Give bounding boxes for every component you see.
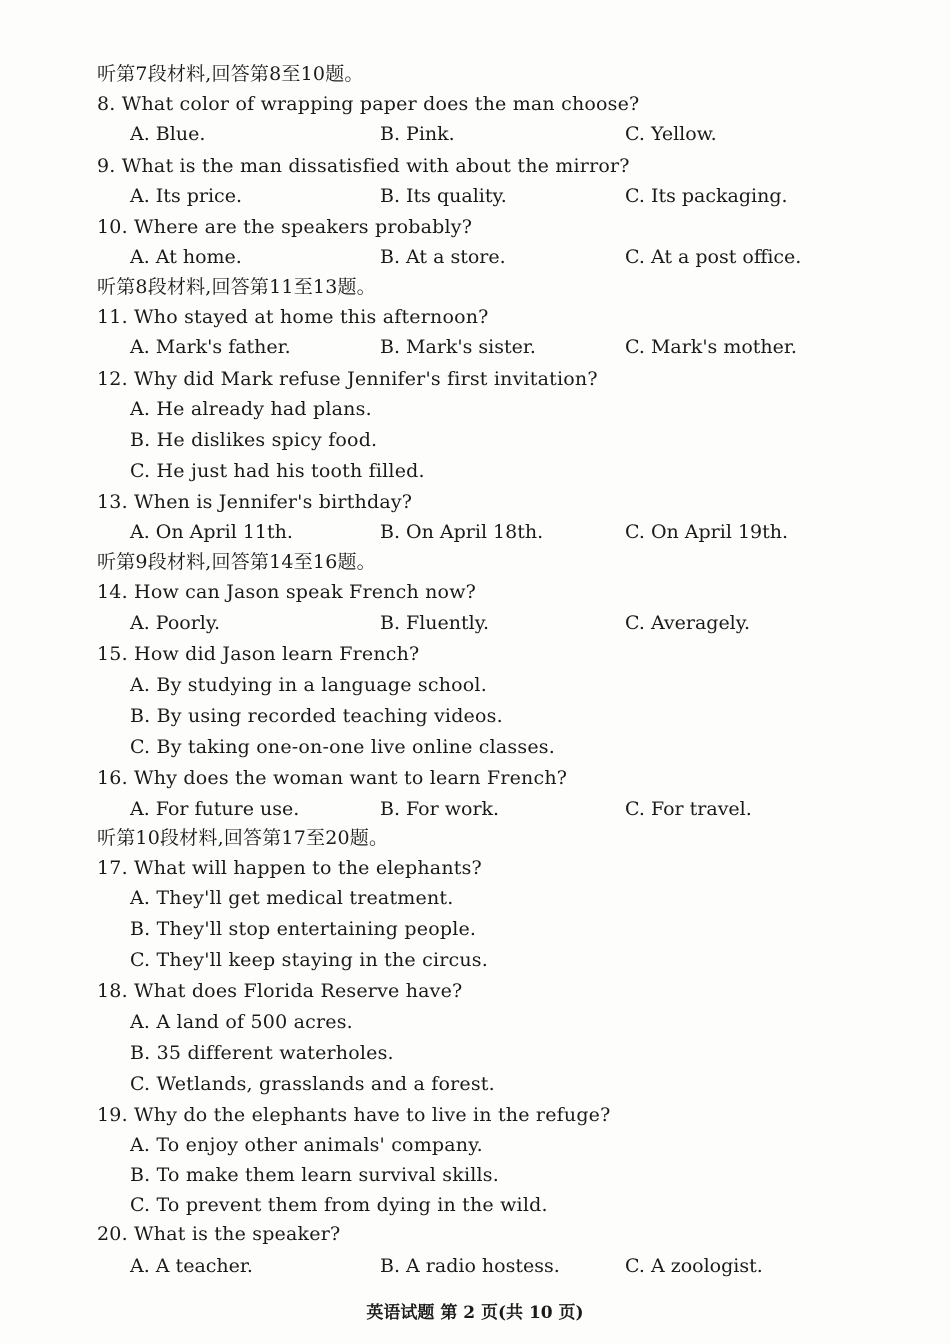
option-c: C. Averagely. [625,612,751,634]
option-b: B. At a store. [380,246,506,268]
section-heading: 听第10段材料,回答第17至20题。 [97,827,389,849]
option-a: A. Its price. [130,185,242,207]
section-heading: 听第9段材料,回答第14至16题。 [97,551,376,573]
options-row [0,1254,950,1278]
option-b: B. Mark's sister. [380,336,536,358]
option-c: C. For travel. [625,798,752,820]
option-c: C. On April 19th. [625,521,789,543]
question-text: 14. How can Jason speak French now? [97,581,477,603]
question-text: 15. How did Jason learn French? [97,643,420,665]
option-b: B. For work. [380,798,500,820]
question-text: 8. What color of wrapping paper does the man choose? [97,93,640,115]
option-b: B. On April 18th. [380,521,544,543]
option-b: B. Pink. [380,123,455,145]
option-a: A. At home. [130,246,242,268]
option-a: A. On April 11th. [130,521,293,543]
section-heading: 听第8段材料,回答第11至13题。 [97,276,376,298]
option-a: A. By studying in a language school. [130,674,487,696]
options-row [0,184,950,208]
option-c: C. He just had his tooth filled. [130,460,425,482]
question-text: 12. Why did Mark refuse Jennifer's first invitation? [97,368,598,390]
options-row [0,797,950,821]
option-c: C. They'll keep staying in the circus. [130,949,488,971]
question-text: 9. What is the man dissatisfied with about the mirror? [97,155,630,177]
options-row [0,245,950,269]
option-a: A. They'll get medical treatment. [130,887,454,909]
option-a: A. For future use. [130,798,300,820]
question-text: 10. Where are the speakers probably? [97,216,473,238]
option-a: A. Poorly. [130,612,221,634]
section-heading: 听第7段材料,回答第8至10题。 [97,63,364,85]
option-c: C. Wetlands, grasslands and a forest. [130,1073,495,1095]
question-text: 17. What will happen to the elephants? [97,857,482,879]
option-c: C. A zoologist. [625,1255,763,1277]
option-a: A. A land of 500 acres. [130,1011,353,1033]
option-a: A. Mark's father. [130,336,291,358]
options-row [0,335,950,359]
option-a: A. He already had plans. [130,398,372,420]
question-text: 19. Why do the elephants have to live in the refuge? [97,1104,611,1126]
option-a: A. Blue. [130,123,206,145]
question-text: 18. What does Florida Reserve have? [97,980,463,1002]
option-c: C. Yellow. [625,123,717,145]
options-row [0,611,950,635]
option-b: B. He dislikes spicy food. [130,429,378,451]
option-c: C. To prevent them from dying in the wild. [130,1194,548,1216]
option-c: C. Mark's mother. [625,336,797,358]
options-row [0,520,950,544]
question-text: 11. Who stayed at home this afternoon? [97,306,489,328]
option-b: B. A radio hostess. [380,1255,560,1277]
option-c: C. Its packaging. [625,185,788,207]
option-b: B. By using recorded teaching videos. [130,705,503,727]
option-c: C. By taking one-on-one live online classes. [130,736,555,758]
page-footer: 英语试题 第 2 页(共 10 页) [366,1303,584,1323]
option-a: A. A teacher. [130,1255,253,1277]
option-c: C. At a post office. [625,246,802,268]
option-b: B. Fluently. [380,612,489,634]
option-b: B. 35 different waterholes. [130,1042,394,1064]
question-text: 16. Why does the woman want to learn French? [97,767,568,789]
question-text: 20. What is the speaker? [97,1223,341,1245]
options-row [0,122,950,146]
option-b: B. To make them learn survival skills. [130,1164,499,1186]
option-b: B. Its quality. [380,185,507,207]
question-text: 13. When is Jennifer's birthday? [97,491,413,513]
option-a: A. To enjoy other animals' company. [130,1134,483,1156]
option-b: B. They'll stop entertaining people. [130,918,477,940]
